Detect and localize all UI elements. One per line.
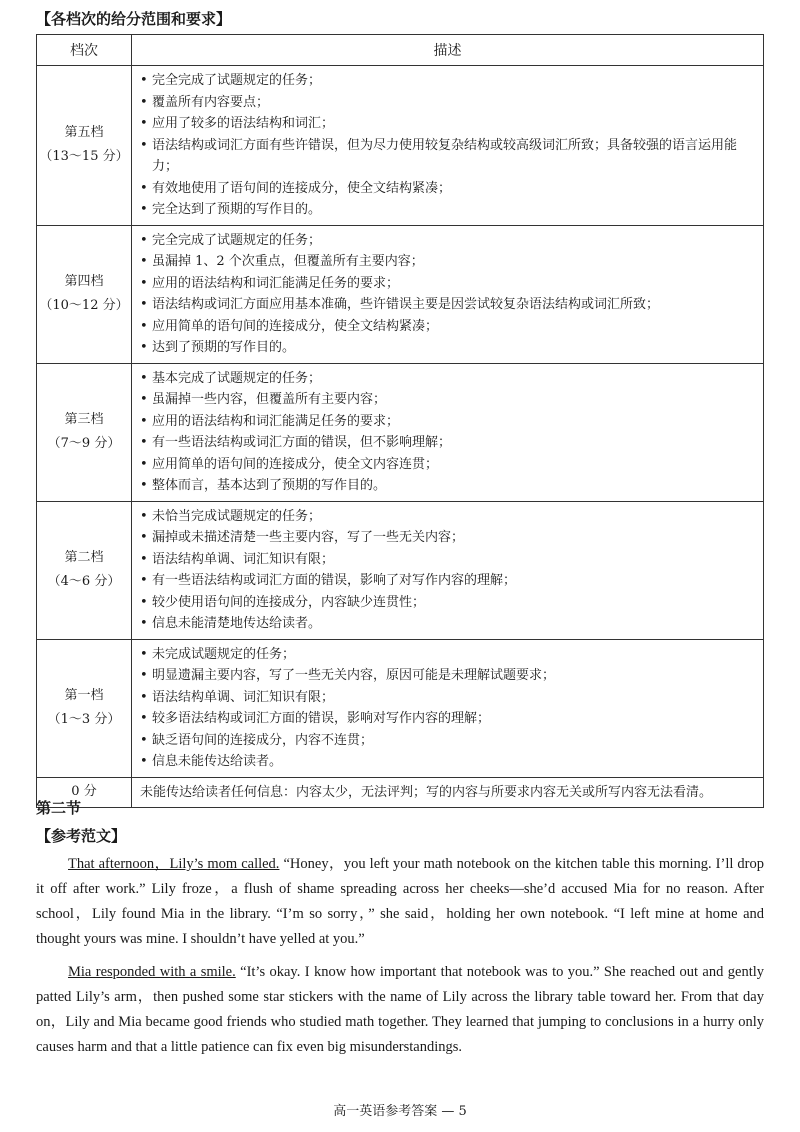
essay-paragraph: [36, 852, 764, 952]
level-name: 第二档: [64, 550, 104, 565]
criteria-list: [140, 70, 757, 221]
level-range: （1～3 分）: [47, 712, 121, 727]
level-name: 第一档: [64, 688, 104, 703]
sample-essay-title: 【参考范文】: [36, 827, 127, 845]
level-range: （4～6 分）: [47, 574, 121, 589]
criterion: • 整体而言，基本达到了预期的写作目的。: [140, 475, 757, 497]
level-name: 第五档: [64, 125, 104, 141]
table-row-zero: [37, 777, 764, 807]
table-row: [37, 363, 764, 501]
level-name: 第三档: [64, 412, 104, 427]
criterion: • 语法结构单调、词汇知识有限；: [140, 687, 757, 709]
criterion: • 较少使用语句间的连接成分，内容缺少连贯性；: [140, 592, 757, 614]
criteria-list: [140, 368, 757, 497]
criterion: • 基本完成了试题规定的任务；: [140, 368, 757, 390]
criterion: • 缺乏语句间的连接成分，内容不连贯；: [140, 730, 757, 752]
criterion: • 应用了较多的语法结构和词汇；: [140, 113, 757, 135]
description-cell: [132, 66, 764, 226]
criterion: • 应用简单的语句间的连接成分，使全文结构紧凑；: [140, 316, 757, 338]
criterion: • 完全达到了预期的写作目的。: [140, 199, 757, 221]
criterion: • 应用简单的语句间的连接成分，使全文内容连贯；: [140, 454, 757, 476]
description-cell: [132, 639, 764, 777]
criterion: • 虽漏掉 1、2 个次重点，但覆盖所有主要内容；: [140, 251, 757, 273]
level-cell: [37, 225, 132, 363]
criterion: • 完全完成了试题规定的任务；: [140, 230, 757, 252]
criterion: • 语法结构单调、词汇知识有限；: [140, 549, 757, 571]
continuation-prompt: Mia responded with a smile.: [68, 964, 236, 980]
criteria-list: [140, 230, 757, 359]
part-two-label: 第二节: [36, 799, 82, 817]
criterion: • 覆盖所有内容要点；: [140, 92, 757, 114]
criterion: • 较多语法结构或词汇方面的错误，影响对写作内容的理解；: [140, 708, 757, 730]
criteria-list: [140, 644, 757, 773]
level-name: 第四档: [64, 274, 104, 289]
essay-text: “It’s okay. I know how important that notebook was to you.” She reached out and gently patted Lily’s arm，then pushed some star stickers with the name of Lily across the library table toward her. From that day on，Lily and Mia became good friends who studied math together. They learned that jumping to conclusions in a hurry only causes harm and that a little patience can fix even big misunderstandings.: [36, 964, 764, 1055]
table-row: [37, 225, 764, 363]
essay-paragraph: [36, 960, 764, 1060]
page-footer: 高一英语参考答案 — 5: [333, 1104, 467, 1119]
section-title: 【各档次的给分范围和要求】: [36, 10, 232, 28]
criterion: • 有一些语法结构或词汇方面的错误，影响了对写作内容的理解；: [140, 570, 757, 592]
criterion: • 信息未能传达给读者。: [140, 751, 757, 773]
sample-essay: [36, 852, 764, 1068]
header-description: 描述: [132, 35, 764, 66]
level-cell: [37, 501, 132, 639]
table-header-row: [37, 35, 764, 66]
table-row: [37, 66, 764, 226]
criterion: • 应用的语法结构和词汇能满足任务的要求；: [140, 411, 757, 433]
description-cell: [132, 777, 764, 807]
criterion: • 明显遗漏主要内容，写了一些无关内容，原因可能是未理解试题要求；: [140, 665, 757, 687]
essay-text: “Honey，you left your math notebook on the kitchen table this morning. I’ll drop it off after work.” Lily froze，a flush of shame spreading across her cheeks—she’d accused Mia for no reason. After school，Lily found Mia in the library. “I’m so sorry，” she said，holding her own notebook. “I left mine at home and thought yours was mine. I shouldn’t have yelled at you.”: [36, 856, 764, 947]
level-cell: [37, 363, 132, 501]
criterion: • 虽漏掉一些内容，但覆盖所有主要内容；: [140, 389, 757, 411]
level-range: （13～15 分）: [39, 149, 129, 165]
criterion: • 有效地使用了语句间的连接成分，使全文结构紧凑；: [140, 178, 757, 200]
level-cell: [37, 66, 132, 226]
description-cell: [132, 363, 764, 501]
level-range: （7～9 分）: [47, 436, 121, 451]
header-level: 档次: [37, 35, 132, 66]
criterion: • 未完成试题规定的任务；: [140, 644, 757, 666]
level-range: （10～12 分）: [39, 298, 129, 313]
criterion: • 未恰当完成试题规定的任务；: [140, 506, 757, 528]
table-row: [37, 501, 764, 639]
criterion: • 达到了预期的写作目的。: [140, 337, 757, 359]
criterion: • 语法结构或词汇方面有些许错误，但为尽力使用较复杂结构或较高级词汇所致；具备较强的语言运用能力；: [140, 135, 757, 178]
description-cell: [132, 225, 764, 363]
zero-description: 未能传达给读者任何信息：内容太少，无法评判；写的内容与所要求内容无关或所写内容无法看清。: [140, 784, 713, 800]
level-name: 0 分: [71, 784, 97, 799]
criterion: • 信息未能清楚地传达给读者。: [140, 613, 757, 635]
continuation-prompt: That afternoon，Lily’s mom called.: [68, 856, 280, 872]
criterion: • 应用的语法结构和词汇能满足任务的要求；: [140, 273, 757, 295]
criterion: • 语法结构或词汇方面应用基本准确，些许错误主要是因尝试较复杂语法结构或词汇所致；: [140, 294, 757, 316]
description-cell: [132, 501, 764, 639]
criterion: • 有一些语法结构或词汇方面的错误，但不影响理解；: [140, 432, 757, 454]
criterion: • 漏掉或未描述清楚一些主要内容，写了一些无关内容；: [140, 527, 757, 549]
table-row: [37, 639, 764, 777]
criteria-list: [140, 506, 757, 635]
criterion: • 完全完成了试题规定的任务；: [140, 70, 757, 92]
level-cell: [37, 639, 132, 777]
grading-table: [36, 34, 764, 808]
